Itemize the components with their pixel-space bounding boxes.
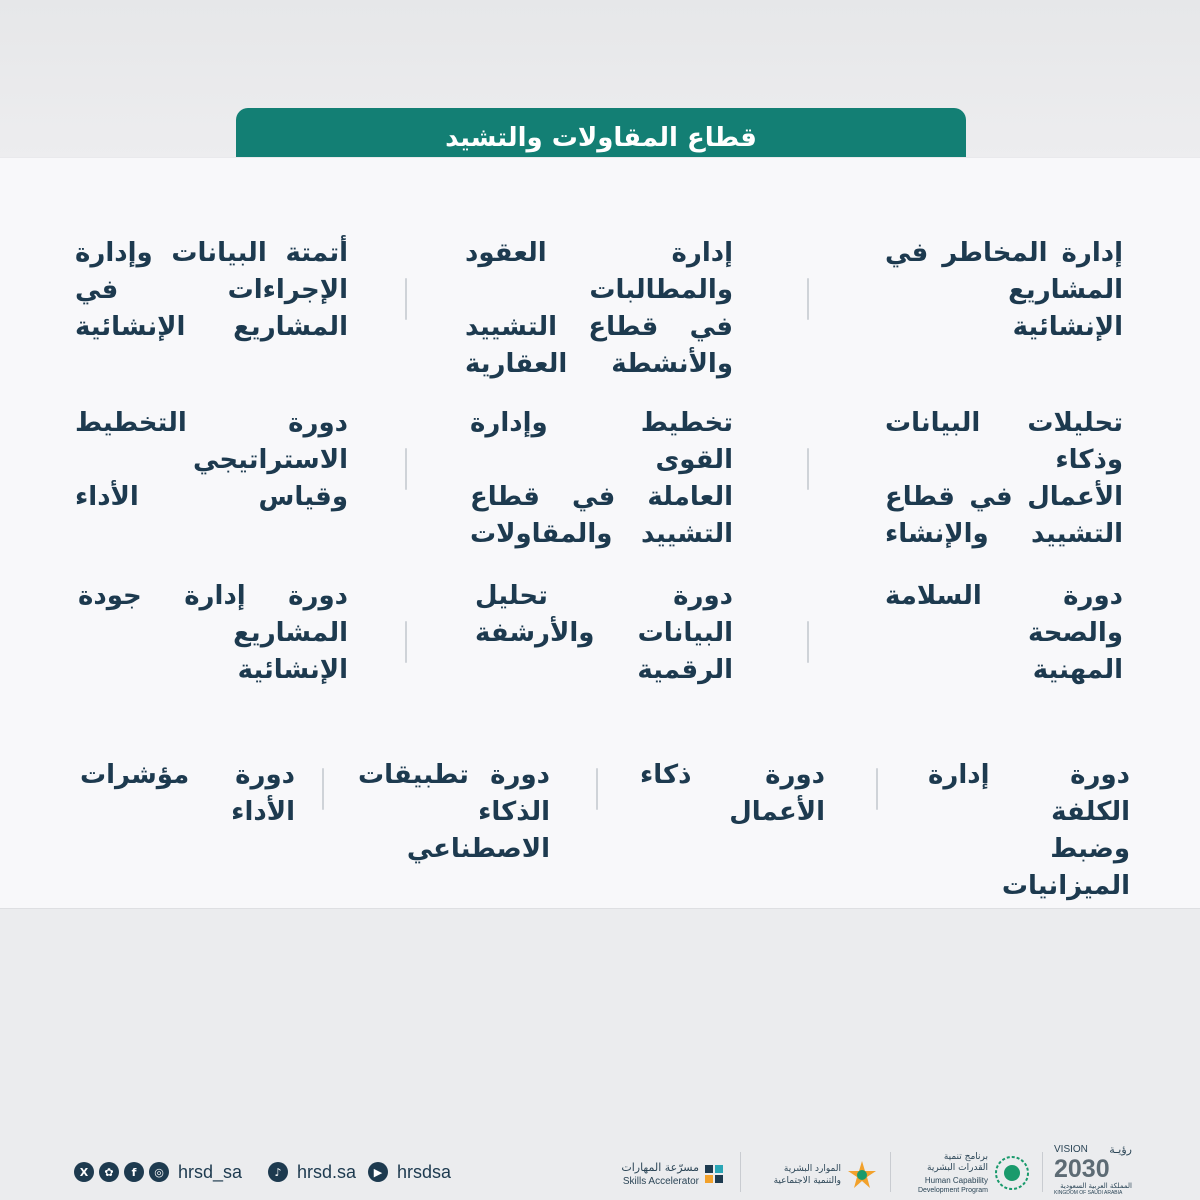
- hcdp-ar-line-1: برنامج تنمية: [943, 1152, 988, 1162]
- x-icon[interactable]: X: [74, 1162, 94, 1182]
- tiktok-icon[interactable]: ♪: [268, 1162, 288, 1182]
- column-divider: [405, 448, 407, 490]
- column-divider: [405, 278, 407, 320]
- course-line: تخطيط وإدارة القوى: [470, 408, 733, 475]
- course-line: العاملة في قطاع: [470, 482, 733, 512]
- youtube-link: [368, 1158, 451, 1186]
- hcdp-en-line-2: Development Program: [917, 1187, 988, 1194]
- course-line: دورة التخطيط: [75, 408, 348, 438]
- column-divider: [876, 768, 878, 810]
- logo-separator: [1042, 1152, 1043, 1192]
- skills-accelerator-en: Skills Accelerator: [622, 1176, 699, 1187]
- youtube-icon[interactable]: ▶: [368, 1162, 388, 1182]
- logo-separator: [740, 1152, 741, 1192]
- instagram-icon[interactable]: ◎: [149, 1162, 169, 1182]
- course-line: الاستراتيجي: [193, 445, 348, 475]
- course-line: في قطاع التشييد: [465, 312, 733, 342]
- course-ai-applications: [358, 757, 550, 868]
- course-line: والصحة: [1028, 618, 1123, 648]
- course-line: دورة تطبيقات: [358, 760, 550, 790]
- course-line: الإجراءات في: [75, 275, 348, 305]
- course-strategic-planning: [75, 405, 348, 516]
- course-performance-indicators: [80, 757, 295, 831]
- youtube-handle[interactable]: hrsdsa: [397, 1161, 452, 1182]
- hrsd-name-line-2: والتنمية الاجتماعية: [773, 1176, 841, 1186]
- course-line: دورة ذكاء: [640, 760, 825, 790]
- vision-ksa-ar: المملكة العربية السعودية: [1060, 1182, 1132, 1190]
- social-links: [74, 1158, 242, 1186]
- course-line: التشييد والإنشاء: [885, 519, 1123, 549]
- course-contracts-claims: [465, 235, 733, 383]
- column-divider: [322, 768, 324, 810]
- hcdp-en-line-1: Human Capability: [924, 1176, 988, 1185]
- course-line: المشاريع الإنشائية: [75, 312, 348, 342]
- course-line: دورة مؤشرات الأداء: [80, 760, 295, 827]
- course-line: الرقمية: [637, 655, 733, 685]
- snapchat-icon[interactable]: ✿: [99, 1162, 119, 1182]
- hrsd-logo: [762, 1158, 877, 1192]
- course-line: دورة إدارة جودة: [78, 581, 348, 611]
- tiktok-link: [268, 1158, 356, 1186]
- course-workforce-planning: [470, 405, 733, 553]
- course-line: التشييد والمقاولات: [470, 519, 733, 549]
- course-line: البيانات والأرشفة: [475, 618, 733, 648]
- course-line: وقياس الأداء: [75, 482, 348, 512]
- vision-ksa-en: KINGDOM OF SAUDI ARABIA: [1054, 1190, 1123, 1196]
- social-handle[interactable]: hrsd_sa: [178, 1161, 243, 1182]
- course-line: الإنشائية: [237, 655, 348, 685]
- course-cost-management: [928, 757, 1130, 905]
- hrsd-name-line-1: الموارد البشرية: [783, 1164, 841, 1174]
- course-line: الأعمال في قطاع: [885, 482, 1123, 512]
- vision-ar: رؤيـة: [1109, 1143, 1132, 1156]
- course-line: دورة السلامة: [885, 581, 1123, 611]
- hcdp-emblem-icon: [994, 1155, 1030, 1191]
- course-line: إدارة العقود والمطالبات: [465, 238, 733, 305]
- column-divider: [405, 621, 407, 663]
- column-divider: [807, 621, 809, 663]
- skills-accelerator-mark-icon: [703, 1163, 725, 1185]
- vision-2030-logo: [1052, 1144, 1134, 1196]
- course-line: دورة إدارة الكلفة: [928, 760, 1130, 827]
- course-line: تحليلات البيانات وذكاء: [885, 408, 1123, 475]
- course-risk-management: [885, 235, 1123, 346]
- column-divider: [596, 768, 598, 810]
- course-line: أتمتة البيانات وإدارة: [75, 238, 348, 268]
- column-divider: [807, 278, 809, 320]
- hcdp-logo: [905, 1150, 1030, 1196]
- course-line: الذكاء الاصطناعي: [406, 797, 550, 864]
- course-data-analysis-archiving: [475, 578, 733, 689]
- course-line: والأنشطة العقارية: [465, 349, 733, 379]
- course-line: الإنشائية: [1012, 312, 1123, 342]
- vision-year: 2030: [1054, 1155, 1110, 1183]
- course-quality-management: [78, 578, 348, 689]
- skills-accelerator-logo: [615, 1160, 725, 1190]
- course-line: وضبط الميزانيات: [1001, 834, 1130, 901]
- course-data-analytics-bi: [885, 405, 1123, 553]
- vision-en: VISION: [1054, 1144, 1088, 1155]
- section-title: قطاع المقاولات والتشيد: [445, 123, 757, 153]
- course-business-intelligence: [640, 757, 825, 831]
- logo-separator: [890, 1152, 891, 1192]
- hcdp-ar-line-2: القدرات البشرية: [927, 1163, 988, 1173]
- course-occupational-safety: [885, 578, 1123, 689]
- course-data-automation: [75, 235, 348, 346]
- course-line: دورة تحليل: [475, 581, 733, 611]
- course-line: المشاريع: [233, 618, 348, 648]
- course-line: المهنية: [1032, 655, 1123, 685]
- skills-accelerator-ar: مسرّعة المهارات: [621, 1161, 699, 1174]
- facebook-icon[interactable]: f: [124, 1162, 144, 1182]
- course-line: المشاريع: [1008, 275, 1123, 305]
- hrsd-star-icon: [847, 1160, 877, 1190]
- column-divider: [807, 448, 809, 490]
- course-line: إدارة المخاطر في: [885, 238, 1123, 268]
- tiktok-handle[interactable]: hrsd.sa: [297, 1161, 357, 1182]
- course-line: الأعمال: [729, 797, 825, 827]
